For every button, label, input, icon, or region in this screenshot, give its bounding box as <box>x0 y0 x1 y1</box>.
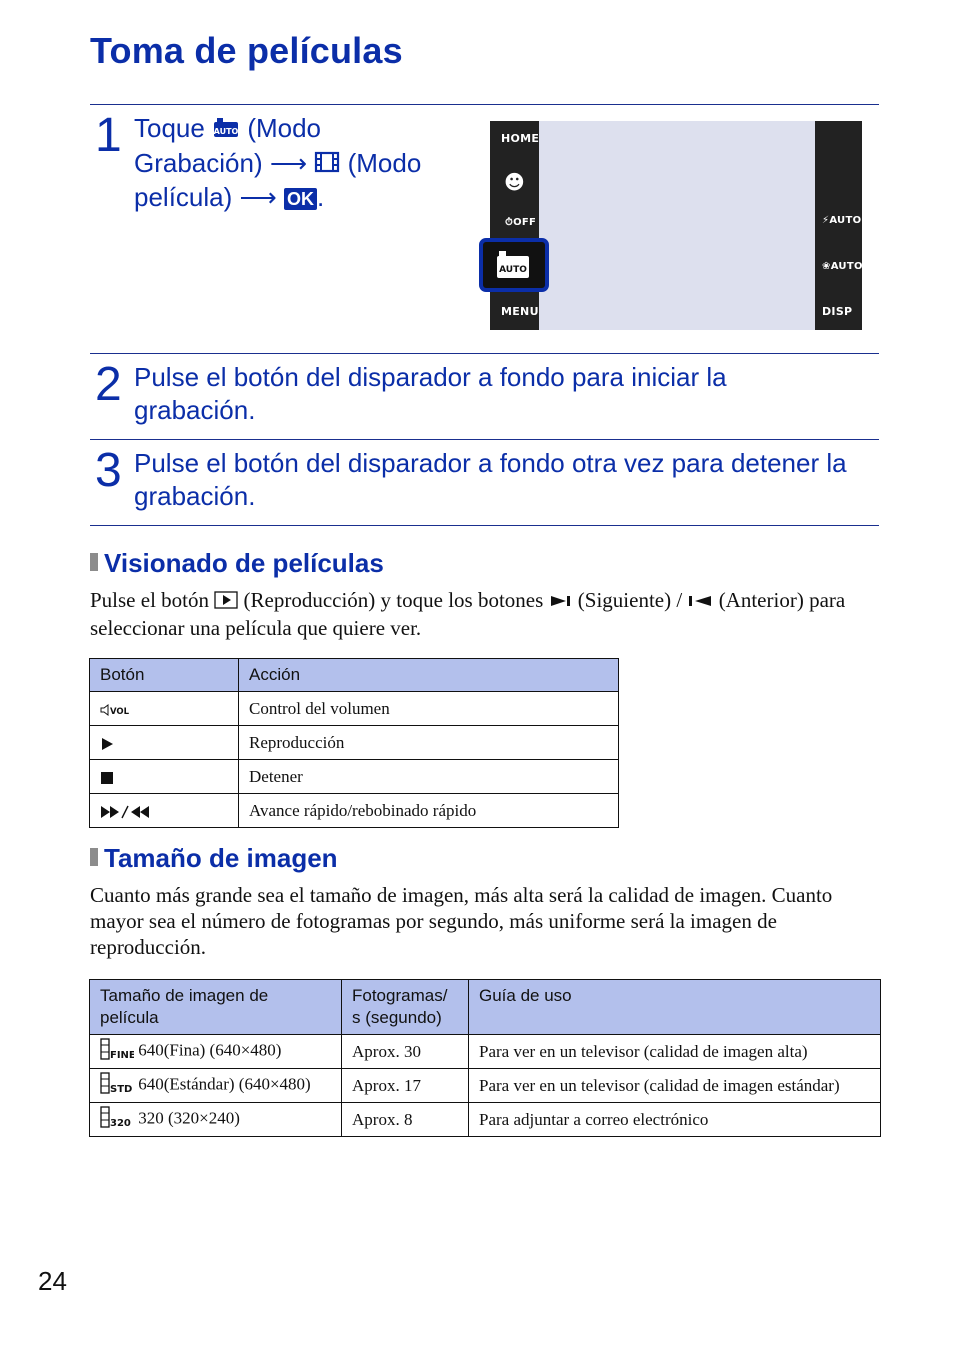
table-header: Fotogramas/ s (segundo) <box>342 980 469 1035</box>
playback-icon <box>214 589 238 615</box>
table-cell: Aprox. 8 <box>342 1103 469 1137</box>
step-number: 1 <box>95 109 122 162</box>
smile-icon[interactable]: ☻ <box>504 170 526 194</box>
viewing-paragraph: Pulse el botón (Reproducción) y toque los botones (Siguiente) / (Anterior) para seleccionar una película que quiere ver. <box>90 588 846 641</box>
arrow-right-icon: ⟶ <box>239 182 277 213</box>
table-row <box>90 726 619 760</box>
flash-auto-icon[interactable]: ⚡AUTO <box>822 215 862 226</box>
table-row <box>90 1069 881 1103</box>
table-cell: Control del volumen <box>239 692 619 726</box>
page-title: Toma de películas <box>90 30 403 71</box>
svg-text:AUTO: AUTO <box>213 126 239 136</box>
play-icon <box>90 726 239 760</box>
table-cell: Para ver en un televisor (calidad de imagen estándar) <box>469 1069 881 1103</box>
table-header: Acción <box>239 659 619 692</box>
page-number: 24 <box>38 1266 67 1296</box>
movie-film-icon <box>314 148 340 181</box>
section-heading-viewing: Visionado de películas <box>90 548 384 579</box>
step-number: 2 <box>95 358 122 411</box>
svg-text:VOL: VOL <box>110 706 130 717</box>
table-row <box>90 760 619 794</box>
table-cell: Detener <box>239 760 619 794</box>
divider <box>90 525 879 526</box>
arrow-right-icon: ⟶ <box>269 147 308 178</box>
menu-button[interactable]: MENU <box>501 305 539 318</box>
table-header: Guía de uso <box>469 980 881 1035</box>
next-icon <box>549 589 573 615</box>
step-number: 3 <box>95 444 122 497</box>
ff-rew-icon <box>90 794 239 828</box>
svg-text:FINE: FINE <box>110 1050 134 1060</box>
table-header: Botón <box>90 659 239 692</box>
buttons-table <box>89 658 619 828</box>
divider <box>90 439 879 440</box>
table-cell: Aprox. 17 <box>342 1069 469 1103</box>
svg-text:STD: STD <box>110 1084 133 1094</box>
divider <box>90 104 879 105</box>
macro-auto-icon[interactable]: ❀AUTO <box>822 261 863 272</box>
step-1-text: Toque AUTO (Modo Grabación) ⟶ (Modo película) ⟶ OK . <box>134 113 422 213</box>
table-cell: Para adjuntar a correo electrónico <box>469 1103 881 1137</box>
table-cell: STD 640(Estándar) (640×480) <box>90 1069 342 1103</box>
self-timer-off-icon[interactable]: ⏱OFF <box>505 217 537 228</box>
step-2-text: Pulse el botón del disparador a fondo para iniciar la grabación. <box>134 362 727 425</box>
volume-icon <box>90 692 239 726</box>
table-row <box>90 692 619 726</box>
image-size-table <box>89 979 881 1137</box>
table-row <box>90 1103 881 1137</box>
table-cell: FINE 640(Fina) (640×480) <box>90 1035 342 1069</box>
movie-std-icon <box>100 1072 134 1099</box>
table-cell: Reproducción <box>239 726 619 760</box>
camera-auto-icon <box>212 114 240 147</box>
divider <box>90 353 879 354</box>
step-3-text: Pulse el botón del disparador a fondo otra vez para detener la grabación. <box>134 448 847 511</box>
disp-button[interactable]: DISP <box>822 305 853 318</box>
heading-bar <box>90 848 98 866</box>
table-header: Tamaño de imagen de película <box>90 980 342 1035</box>
camera-screen <box>490 121 862 330</box>
movie-fine-icon <box>100 1038 134 1065</box>
table-cell: Avance rápido/rebobinado rápido <box>239 794 619 828</box>
table-cell: 320 320 (320×240) <box>90 1103 342 1137</box>
ok-button-icon: OK <box>284 188 317 210</box>
svg-text:AUTO: AUTO <box>499 265 527 275</box>
table-row <box>90 1035 881 1069</box>
table-cell: Para ver en un televisor (calidad de imagen alta) <box>469 1035 881 1069</box>
section-heading-image-size: Tamaño de imagen <box>90 843 338 874</box>
rec-mode-button-highlight[interactable] <box>479 238 549 292</box>
heading-bar <box>90 553 98 571</box>
image-size-paragraph: Cuanto más grande sea el tamaño de imagen, más alta será la calidad de imagen. Cuanto mayor sea el número de fotogramas por segundo, más uniforme será la imagen de reproducción. <box>90 883 833 959</box>
home-button[interactable]: HOME <box>501 132 540 145</box>
stop-icon <box>90 760 239 794</box>
previous-icon <box>687 589 713 615</box>
table-cell: Aprox. 30 <box>342 1035 469 1069</box>
svg-text:320: 320 <box>110 1118 131 1128</box>
table-row <box>90 794 619 828</box>
movie-320-icon <box>100 1106 134 1133</box>
